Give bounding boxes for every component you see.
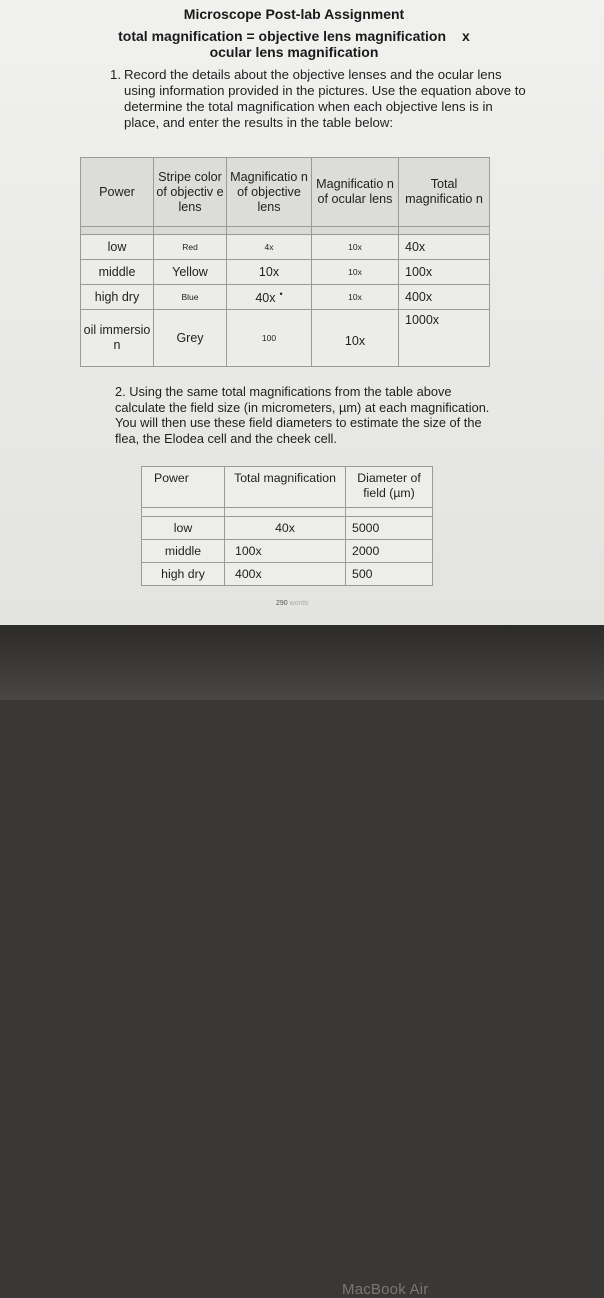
word-count[interactable]	[276, 600, 308, 607]
header-power: Power	[81, 158, 154, 227]
cell-total: 40x	[225, 517, 346, 540]
cell-total: 400x	[225, 563, 346, 586]
cell-objective-value: 40x	[255, 291, 276, 306]
table-row	[142, 517, 433, 540]
stray-dot: •	[279, 288, 283, 299]
cell-objective	[227, 285, 312, 310]
cell-total: 400x	[399, 285, 490, 310]
cell-stripe: Grey	[154, 310, 227, 367]
laptop-brand-label: MacBook Air	[342, 1281, 429, 1298]
cell-diameter: 5000	[346, 517, 433, 540]
table-row	[81, 285, 490, 310]
table-header-row	[81, 158, 490, 227]
cell-ocular: 10x	[312, 285, 399, 310]
cell-power: low	[81, 235, 154, 260]
header-total-mag: Total magnification	[225, 467, 346, 508]
laptop-bezel	[0, 625, 604, 1298]
question-1-number: 1.	[110, 67, 121, 82]
cell-diameter: 2000	[346, 540, 433, 563]
cell-power: high dry	[142, 563, 225, 586]
cell-objective: 10x	[227, 260, 312, 285]
table-row	[81, 310, 490, 367]
table-row	[81, 235, 490, 260]
cell-diameter: 500	[346, 563, 433, 586]
cell-total: 40x	[399, 235, 490, 260]
cell-power: oil immersio n	[81, 310, 154, 367]
table-spacer-row	[142, 508, 433, 517]
cell-objective: 4x	[227, 235, 312, 260]
cell-stripe: Red	[154, 235, 227, 260]
formula-line-2: ocular lens magnification	[209, 44, 379, 60]
question-1	[110, 67, 530, 131]
assignment-title: Microscope Post-lab Assignment	[183, 6, 405, 22]
word-count-number: 290	[276, 600, 288, 607]
header-ocular-mag: Magnificatio n of ocular lens	[312, 158, 399, 227]
objective-lens-table	[80, 157, 490, 367]
table-row	[142, 540, 433, 563]
formula-text: total magnification = objective lens magnification	[118, 28, 447, 44]
cell-objective: 100	[227, 310, 312, 367]
formula-line-1	[0, 28, 596, 44]
field-diameter-table	[141, 466, 433, 586]
cell-stripe: Blue	[154, 285, 227, 310]
question-2-text: 2. Using the same total magnifications from the table above calculate the field size (in micrometers, µm) at each magnification. You will then use these field diameters to estimate the size of the flea, the Elodea cell and the cheek cell.	[115, 384, 490, 446]
cell-ocular: 10x	[312, 310, 399, 367]
document-page	[0, 0, 604, 625]
cell-power: low	[142, 517, 225, 540]
table-row	[142, 563, 433, 586]
header-objective-mag: Magnificatio n of objective lens	[227, 158, 312, 227]
formula-x: x	[462, 28, 470, 44]
word-count-label: words	[289, 600, 309, 607]
cell-stripe: Yellow	[154, 260, 227, 285]
header-stripe-color: Stripe color of objectiv e lens	[154, 158, 227, 227]
header-total-mag: Total magnificatio n	[399, 158, 490, 227]
header-power: Power	[142, 467, 225, 508]
table-spacer-row	[81, 227, 490, 235]
cell-total: 1000x	[399, 310, 490, 367]
cell-ocular: 10x	[312, 260, 399, 285]
question-1-text: Record the details about the objective lenses and the ocular lens using information provided in the pictures. Use the equation above to determine the total magnification when each objective lens is in place, and enter the results in the table below:	[124, 67, 526, 130]
cell-power: high dry	[81, 285, 154, 310]
header-diameter: Diameter of field (µm)	[346, 467, 433, 508]
table-row	[81, 260, 490, 285]
cell-power: middle	[81, 260, 154, 285]
cell-total: 100x	[399, 260, 490, 285]
table-header-row	[142, 467, 433, 508]
cell-total: 100x	[225, 540, 346, 563]
cell-power: middle	[142, 540, 225, 563]
cell-ocular: 10x	[312, 235, 399, 260]
